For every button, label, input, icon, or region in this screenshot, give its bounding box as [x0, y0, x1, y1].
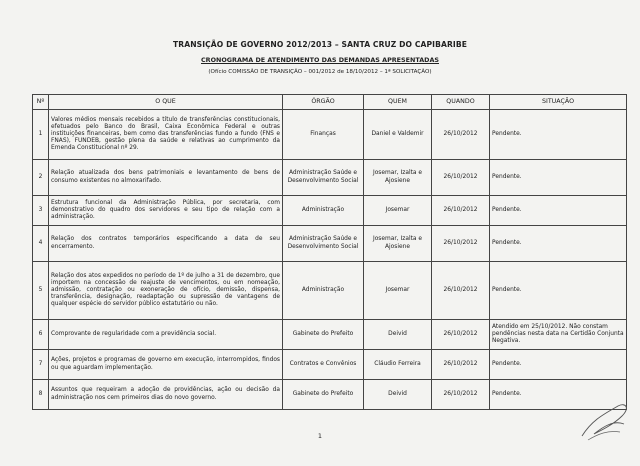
document-title: TRANSIÇÃO DE GOVERNO 2012/2013 – SANTA CRUZ DO CAPIBARIBE [172, 40, 468, 49]
cell-organ: Administração [283, 262, 364, 320]
cell-what: Valores médios mensais recebidos a título de transferências constitucionais, efetuados pelo Banco do Brasil, Caixa Econômica Federal e outras instituições financeiras, bem como das transferências fundo a fundo (FNS e FNAS), FUNDEB, gestão plena da saúde e relativas ao cumprimento da Emenda Constitucional nº 29. [49, 110, 283, 160]
cell-who: Josemar, Izalta e Ajosiene [364, 226, 432, 262]
cell-num: 3 [33, 196, 49, 226]
cell-organ: Finanças [283, 110, 364, 160]
table-row [33, 196, 627, 226]
header-what: O QUE [49, 95, 283, 110]
page-number: 1 [317, 432, 323, 440]
cell-when: 26/10/2012 [432, 196, 490, 226]
cell-status: Pendente. [490, 160, 627, 196]
cell-when: 26/10/2012 [432, 320, 490, 350]
cell-what: Relação atualizada dos bens patrimoniais e levantamento de bens de consumo existentes no almoxarifado. [49, 160, 283, 196]
header-num: Nº [33, 95, 49, 110]
cell-who: Josemar, Izalta e Ajosiene [364, 160, 432, 196]
cell-status: Atendido em 25/10/2012. Não constam pendências nesta data na Certidão Conjunta Negativa. [490, 320, 627, 350]
cell-when: 26/10/2012 [432, 110, 490, 160]
cell-when: 26/10/2012 [432, 380, 490, 410]
cell-organ: Administração Saúde e Desenvolvimento Social [283, 160, 364, 196]
table-row [33, 380, 627, 410]
cell-organ: Contratos e Convênios [283, 350, 364, 380]
table-row [33, 320, 627, 350]
document-reference: (Ofício COMISSÃO DE TRANSIÇÃO – 001/2012 de 18/10/2012 – 1ª SOLICITAÇÃO) [208, 69, 432, 75]
cell-organ: Gabinete do Prefeito [283, 320, 364, 350]
cell-who: Josemar [364, 262, 432, 320]
cell-num: 5 [33, 262, 49, 320]
header-who: QUEM [364, 95, 432, 110]
cell-status: Pendente. [490, 196, 627, 226]
header-organ: ÓRGÃO [283, 95, 364, 110]
cell-status: Pendente. [490, 226, 627, 262]
cell-when: 26/10/2012 [432, 226, 490, 262]
cell-who: Cláudio Ferreira [364, 350, 432, 380]
document-header [0, 40, 640, 75]
cell-who: Josemar [364, 196, 432, 226]
schedule-table [32, 94, 627, 410]
cell-status: Pendente. [490, 350, 627, 380]
header-when: QUANDO [432, 95, 490, 110]
cell-who: Deivid [364, 380, 432, 410]
table-row [33, 226, 627, 262]
cell-who: Deivid [364, 320, 432, 350]
document-subtitle: CRONOGRAMA DE ATENDIMENTO DAS DEMANDAS APRESENTADAS [200, 56, 440, 64]
header-status: SITUAÇÃO [490, 95, 627, 110]
cell-num: 4 [33, 226, 49, 262]
cell-organ: Gabinete do Prefeito [283, 380, 364, 410]
table-row [33, 160, 627, 196]
cell-what: Assuntos que requeiram a adoção de providências, ação ou decisão da administração nos cem primeiros dias do novo governo. [49, 380, 283, 410]
cell-organ: Administração Saúde e Desenvolvimento Social [283, 226, 364, 262]
cell-what: Comprovante de regularidade com a previdência social. [49, 320, 283, 350]
cell-what: Relação dos atos expedidos no período de 1º de julho a 31 de dezembro, que importem na concessão de reajuste de vencimentos, ou em nomeação, admissão, contratação ou exoneração de ofício, demissão, dispensa, transferência, designação, readaptação ou supressão de vantagens de qualquer espécie do servidor público estatutário ou não. [49, 262, 283, 320]
cell-what: Ações, projetos e programas de governo em execução, interrompidos, findos ou que aguardam implementação. [49, 350, 283, 380]
cell-num: 2 [33, 160, 49, 196]
cell-num: 7 [33, 350, 49, 380]
table-row [33, 350, 627, 380]
table-row [33, 110, 627, 160]
cell-num: 8 [33, 380, 49, 410]
signature-mark [574, 390, 634, 450]
table-row [33, 262, 627, 320]
cell-when: 26/10/2012 [432, 262, 490, 320]
cell-status: Pendente. [490, 262, 627, 320]
cell-when: 26/10/2012 [432, 350, 490, 380]
cell-when: 26/10/2012 [432, 160, 490, 196]
cell-num: 1 [33, 110, 49, 160]
cell-status: Pendente. [490, 380, 627, 410]
cell-what: Estrutura funcional da Administração Pública, por secretaria, com demonstrativo do quadro dos servidores e seu tipo de relação com a administração. [49, 196, 283, 226]
cell-what: Relação dos contratos temporários especificando a data de seu encerramento. [49, 226, 283, 262]
table-header-row [33, 95, 627, 110]
cell-num: 6 [33, 320, 49, 350]
cell-who: Daniel e Valdemir [364, 110, 432, 160]
cell-organ: Administração [283, 196, 364, 226]
cell-status: Pendente. [490, 110, 627, 160]
